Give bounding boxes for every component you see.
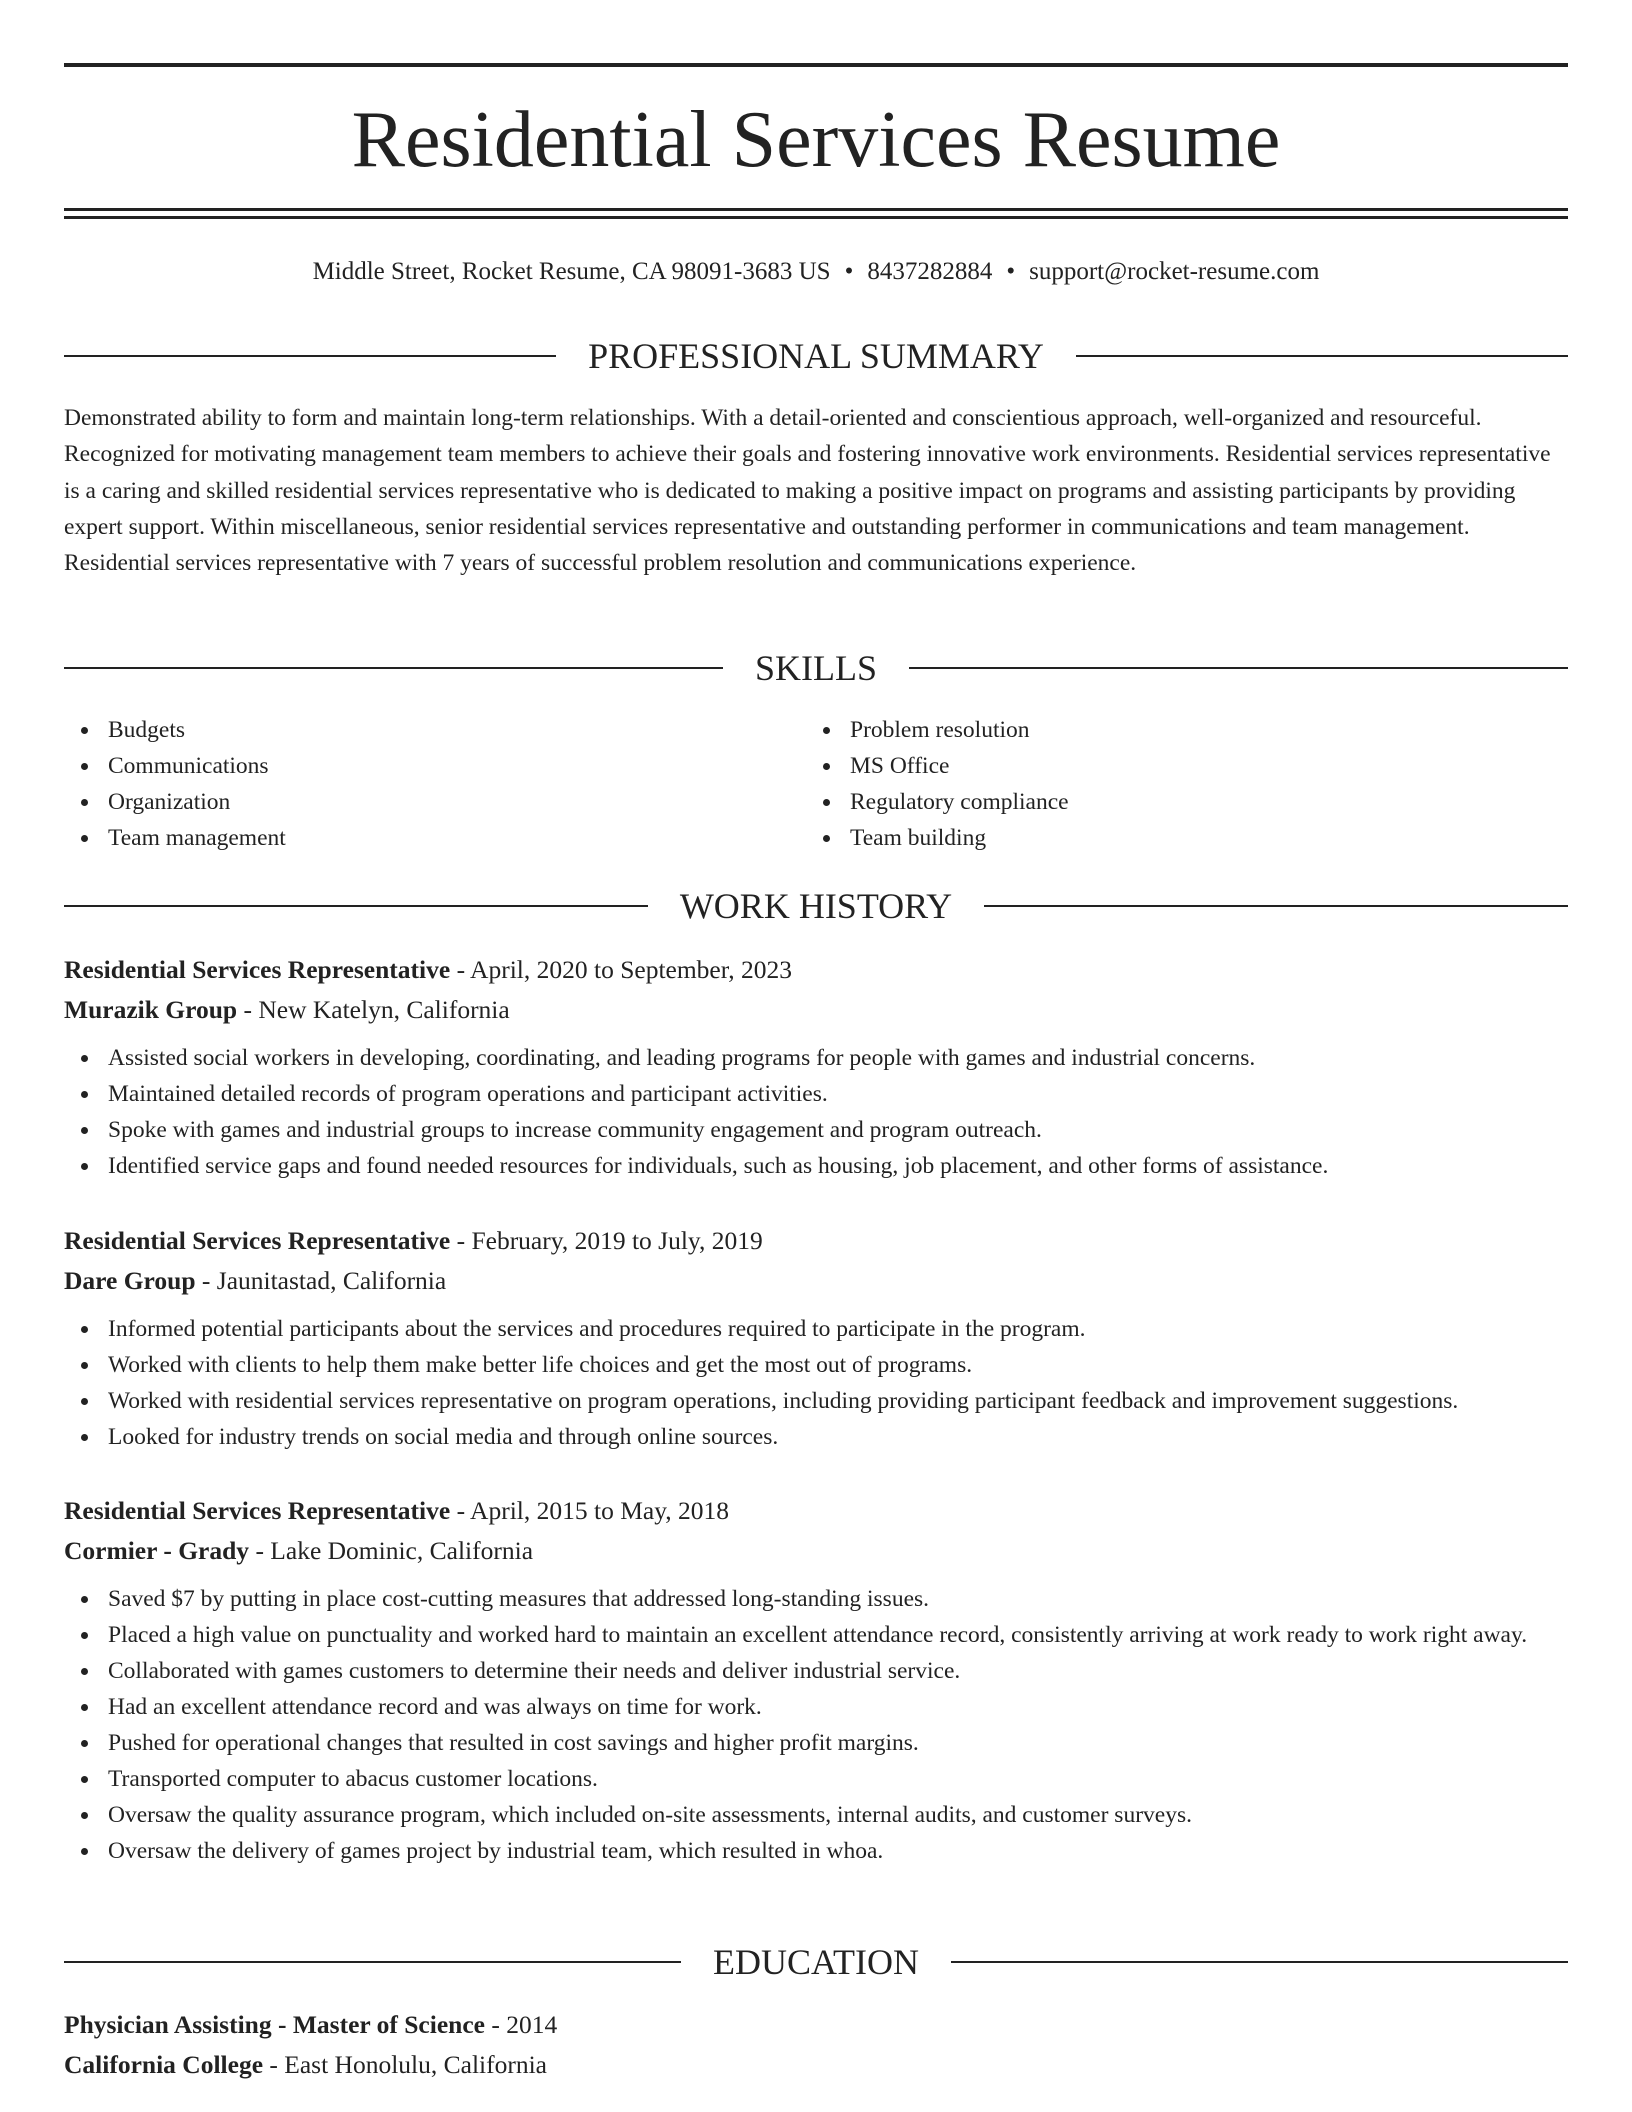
job-company-line [64,1261,1568,1301]
divider [64,355,556,357]
contact-email: support@rocket-resume.com [1029,258,1320,285]
job-title: Residential Services Representative [64,955,451,984]
skill-item: Team building [806,820,1506,856]
title-rule-lower [64,216,1568,219]
education-degree: Physician Assisting - Master of Science [64,2010,485,2039]
education-degree-line [64,2005,1568,2045]
divider [984,905,1568,907]
education-section-heading [64,1940,1568,1984]
job-title-line [64,1221,1568,1261]
job-company-line [64,990,1568,1030]
skills-list-right [806,712,1506,856]
contact-address: Middle Street, Rocket Resume, CA 98091-3683 US [312,258,831,285]
education-school: California College [64,2050,264,2079]
section-title: WORK HISTORY [679,886,953,926]
summary-text: Demonstrated ability to form and maintain long-term relationships. With a detail-oriented and conscientious approach, well-organized and resourceful. Recognized for motivating management team members to achieve their goals and fostering innovative work environments. Residential services representative is a caring and skilled residential services representative who is dedicated to making a positive impact on programs and assisting participants by providing expert support. Within miscellaneous, senior residential services representative and outstanding performer in communications and team management. Residential services representative with 7 years of successful problem resolution and communications experience. [64,405,1551,577]
job-bullet: Transported computer to abacus customer locations. [64,1761,1568,1797]
job-bullet: Saved $7 by putting in place cost-cutting measures that addressed long-standing issues. [64,1581,1568,1617]
skill-item: Problem resolution [806,712,1506,748]
job-bullet: Looked for industry trends on social media and through online sources. [64,1419,1568,1455]
work-section-heading [64,884,1568,928]
job-location: - Jaunitastad, California [195,1266,447,1295]
job-company-line [64,1531,1568,1571]
job-bullet: Placed a high value on punctuality and worked hard to maintain an excellent attendance record, consistently arriving at work ready to work right away. [64,1617,1568,1653]
skill-item: MS Office [806,748,1506,784]
job-entry [64,1491,1568,1869]
job-bullet: Worked with residential services representative on program operations, including providing participant feedback and improvement suggestions. [64,1383,1568,1419]
contact-line [64,254,1568,290]
job-bullet: Spoke with games and industrial groups to increase community engagement and program outreach. [64,1112,1568,1148]
job-bullet: Assisted social workers in developing, coordinating, and leading programs for people with games and industrial concerns. [64,1040,1568,1076]
job-bullet: Had an excellent attendance record and was always on time for work. [64,1689,1568,1725]
skills-section-heading [64,646,1568,690]
job-title-line [64,1491,1568,1531]
job-company: Cormier - Grady [64,1536,250,1565]
job-bullet: Informed potential participants about the services and procedures required to participate in the program. [64,1311,1568,1347]
skill-item: Regulatory compliance [806,784,1506,820]
job-bullet: Oversaw the delivery of games project by industrial team, which resulted in whoa. [64,1833,1568,1869]
top-rule [64,63,1568,67]
job-location: - New Katelyn, California [237,995,510,1024]
job-bullet: Identified service gaps and found needed resources for individuals, such as housing, job placement, and other forms of assistance. [64,1148,1568,1184]
summary-section-heading [64,334,1568,378]
education-year: - 2014 [484,2010,558,2039]
job-dates: - April, 2015 to May, 2018 [450,1496,730,1525]
divider [64,905,648,907]
job-entry [64,950,1568,1184]
job-bullet: Pushed for operational changes that resulted in cost savings and higher profit margins. [64,1725,1568,1761]
contact-separator: • [844,258,854,285]
job-dates: - February, 2019 to July, 2019 [450,1226,763,1255]
skill-item: Budgets [64,712,764,748]
job-dates: - April, 2020 to September, 2023 [450,955,792,984]
contact-phone: 8437282884 [867,258,993,285]
divider [1076,355,1568,357]
job-bullet: Maintained detailed records of program operations and participant activities. [64,1076,1568,1112]
job-company: Dare Group [64,1266,196,1295]
divider [64,667,723,669]
divider [64,1961,681,1963]
job-bullet: Worked with clients to help them make better life choices and get the most out of programs. [64,1347,1568,1383]
job-bullet: Oversaw the quality assurance program, which included on-site assessments, internal audits, and customer surveys. [64,1797,1568,1833]
skill-item: Communications [64,748,764,784]
job-entry [64,1221,1568,1455]
skill-item: Organization [64,784,764,820]
job-bullets [64,1581,1568,1869]
job-title-line [64,950,1568,990]
job-bullets [64,1311,1568,1455]
section-title: SKILLS [755,648,878,688]
education-location: - East Honolulu, California [263,2050,548,2079]
job-title: Residential Services Representative [64,1226,451,1255]
skill-item: Team management [64,820,764,856]
education-school-line [64,2045,1568,2085]
divider [909,667,1568,669]
skills-list-left [64,712,764,856]
section-title: PROFESSIONAL SUMMARY [588,336,1044,376]
title-rule-upper [64,208,1568,211]
job-bullets [64,1040,1568,1184]
contact-separator: • [1006,258,1016,285]
job-company: Murazik Group [64,995,238,1024]
divider [951,1961,1568,1963]
job-title: Residential Services Representative [64,1496,451,1525]
education-entry [64,2005,1568,2085]
page-title: Residential Services Resume [351,96,1281,184]
job-bullet: Collaborated with games customers to determine their needs and deliver industrial service. [64,1653,1568,1689]
job-location: - Lake Dominic, California [249,1536,534,1565]
section-title: EDUCATION [713,1942,919,1982]
